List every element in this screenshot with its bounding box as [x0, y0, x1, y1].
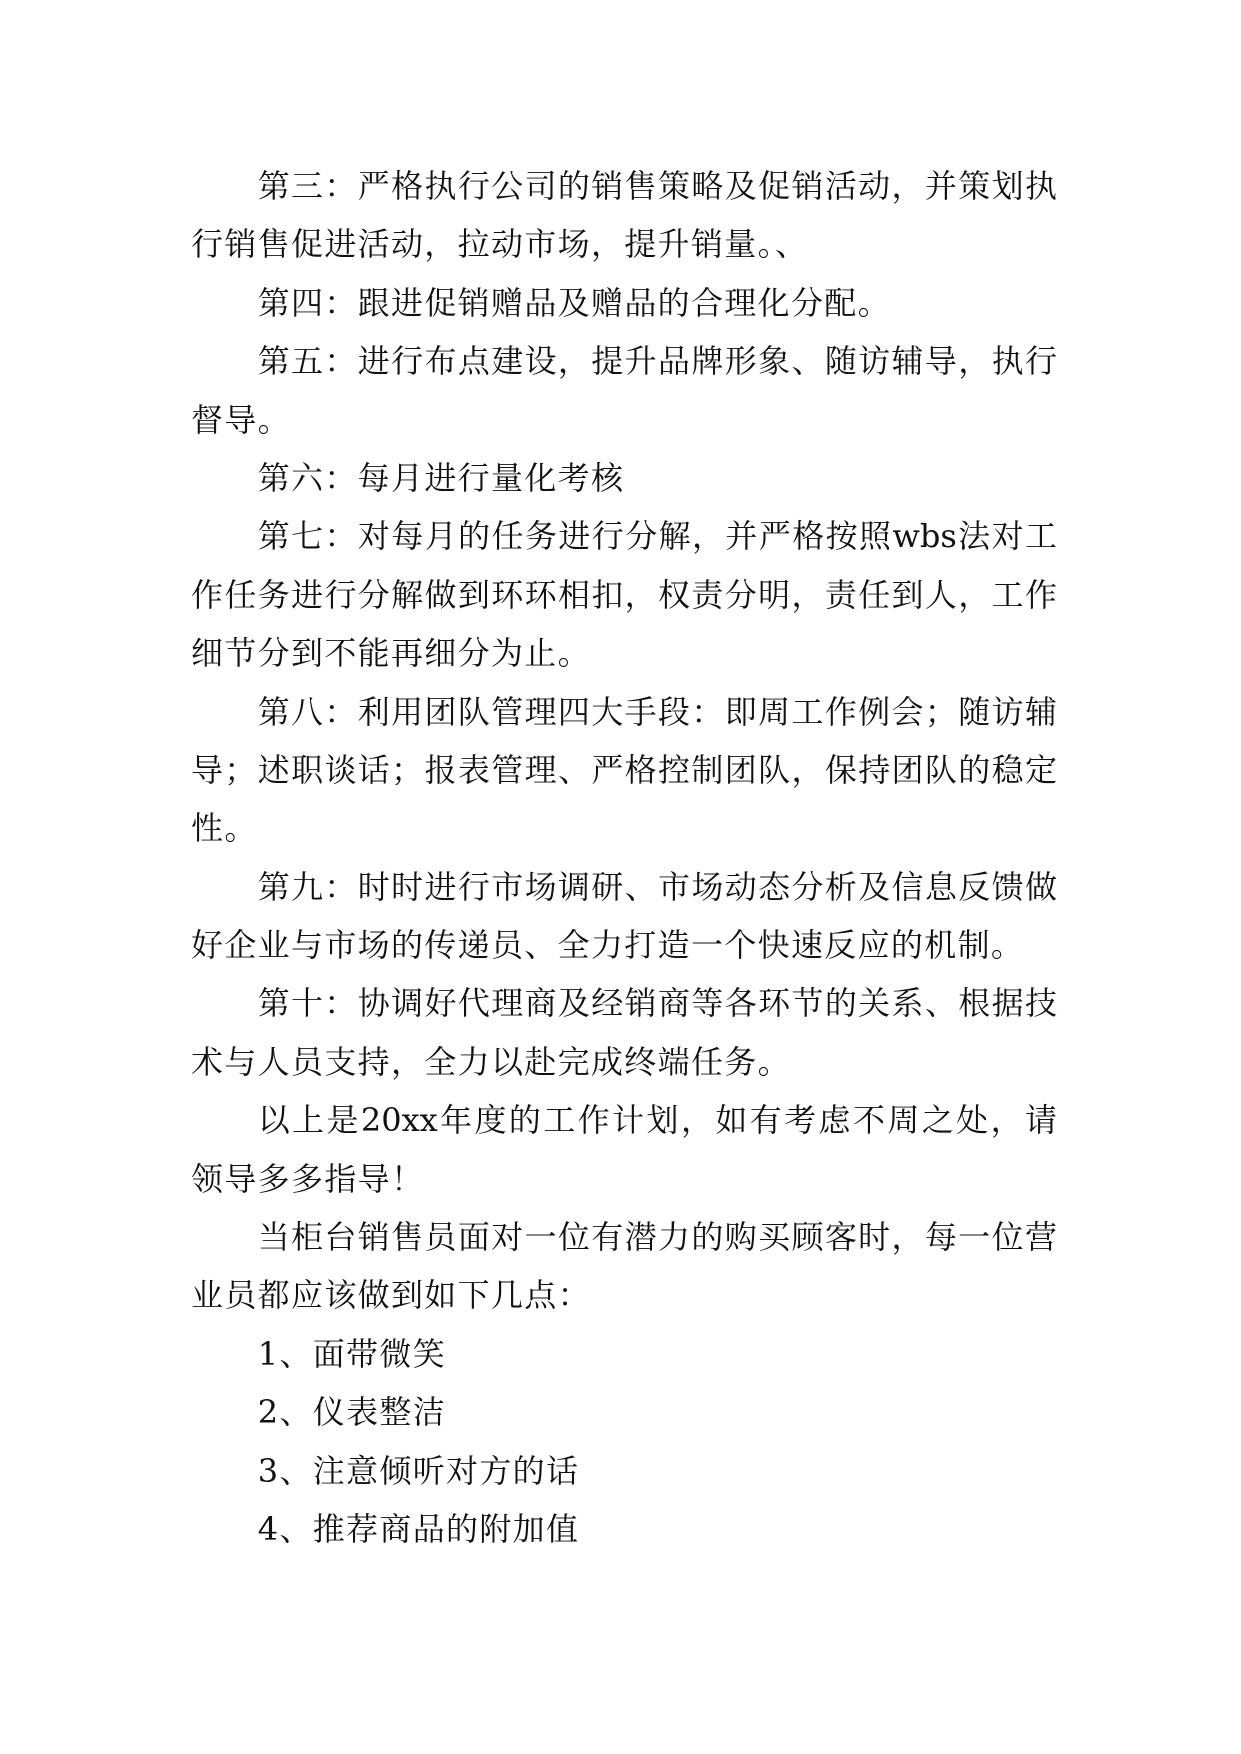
list-item	[191, 1442, 1057, 1500]
text-line: 第九：时时进行市场调研、市场动态分析及信息反馈做	[257, 867, 1057, 906]
paragraph-item-6	[191, 449, 1057, 507]
text-line: 细节分到不能再细分为止。	[191, 634, 591, 673]
paragraph-item-8	[191, 683, 1057, 858]
text-line: 督导。	[191, 400, 291, 439]
paragraph-item-3	[191, 157, 1057, 274]
paragraph-item-9	[191, 858, 1057, 975]
list-item	[191, 1500, 1057, 1558]
paragraph-item-10	[191, 974, 1057, 1091]
text-line: 术与人员支持，全力以赴完成终端任务。	[191, 1042, 791, 1081]
paragraph-item-7	[191, 507, 1057, 682]
text-line: 导；述职谈话；报表管理、严格控制团队，保持团队的稳定	[191, 750, 1057, 789]
text-line: 性。	[191, 809, 258, 848]
text-line: 第十：协调好代理商及经销商等各环节的关系、根据技	[257, 984, 1057, 1023]
paragraph-item-4	[191, 274, 1057, 332]
text-line: 领导多多指导！	[191, 1159, 425, 1198]
document-body	[191, 157, 1057, 1558]
text-line: 第六：每月进行量化考核	[257, 458, 625, 497]
text-line: 2、仪表整洁	[257, 1393, 447, 1432]
text-line: 第七：对每月的任务进行分解，并严格按照wbs法对工	[257, 517, 1057, 556]
text-line: 第三：严格执行公司的销售策略及促销活动，并策划执	[257, 167, 1057, 205]
text-line: 第四：跟进促销赠品及赠品的合理化分配。	[257, 283, 891, 322]
text-line: 1、面带微笑	[257, 1334, 447, 1373]
text-line: 业员都应该做到如下几点：	[191, 1276, 591, 1315]
text-line: 第五：进行布点建设，提升品牌形象、随访辅导，执行	[257, 342, 1057, 381]
text-line: 4、推荐商品的附加值	[257, 1509, 580, 1548]
text-line: 好企业与市场的传递员、全力打造一个快速反应的机制。	[191, 926, 1025, 965]
paragraph-closing-note	[191, 1091, 1057, 1208]
paragraph-item-5	[191, 332, 1057, 449]
paragraph-counter-sales-intro	[191, 1208, 1057, 1325]
list-item	[191, 1383, 1057, 1441]
text-line: 作任务进行分解做到环环相扣，权责分明，责任到人，工作	[191, 575, 1057, 614]
text-line: 以上是20xx年度的工作计划，如有考虑不周之处，请	[257, 1101, 1057, 1140]
text-line: 第八：利用团队管理四大手段：即周工作例会；随访辅	[257, 692, 1057, 731]
text-line: 行销售促进活动，拉动市场，提升销量。、	[191, 225, 809, 264]
list-item	[191, 1325, 1057, 1383]
text-line: 当柜台销售员面对一位有潜力的购买顾客时，每一位营	[257, 1218, 1057, 1257]
text-line: 3、注意倾听对方的话	[257, 1451, 580, 1490]
